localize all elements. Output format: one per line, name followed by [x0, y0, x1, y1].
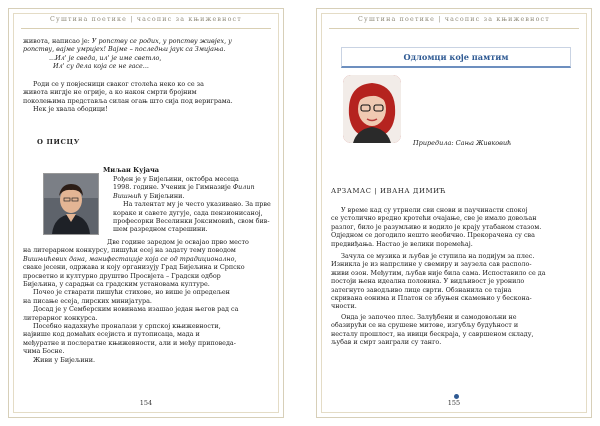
text-line: највише код домаћих есејиста и путописаца, мада и [23, 330, 200, 339]
text-line: просветно и културно друштво Просвјета – Градски одбор [23, 271, 221, 280]
editor-credit: Приредила: Сања Живковић [413, 139, 512, 147]
text-line: литерарног конкурса. [23, 313, 98, 322]
editor-photo [343, 75, 401, 143]
text-line: Живи у Бијељини. [33, 355, 96, 364]
text-line: Рођен је у Бијељини, октобра месеца [113, 175, 239, 183]
text-line: сваке јесени, одржава и коју организују Град Бијељина и Српско [23, 263, 245, 272]
text-line: ропству, вајмe умријех! Вајме – последњи јаук са Змијања. [23, 45, 226, 54]
text-line: кораке и савете дугује, сада пензионисаној, [113, 208, 263, 217]
text-line: Нек је хвала ободици! [33, 105, 108, 114]
paragraph [331, 313, 534, 347]
text-line: се устолично вредно кротећи очајање, све је имало довољан [331, 214, 537, 223]
verse-line: ...Ил' је сведа, ил' је име светло, [49, 53, 162, 62]
text-line: У време кад су утрнели сви снови и паучинасти спокој [341, 206, 528, 214]
text-line: шем разредном старешини. [113, 225, 208, 234]
text-line: Бијељина, у сарадњи са градским установама културе. [23, 280, 210, 289]
text-line: живота нигдје не огрије, а ко након смрти бројним [23, 88, 197, 97]
text-line: чима Босне. [23, 347, 65, 356]
text-line: на писање есеја, лирских минијатура. [23, 296, 152, 305]
page-number: 154 [139, 399, 153, 407]
text-line: скривана еонима и Платон се збуњен скамењио у бесконa- [331, 294, 532, 303]
page-number: 155 [447, 399, 461, 407]
text-line: На талентат му је често указивано. За прве [123, 200, 271, 209]
author-photo [43, 173, 99, 235]
header-rule [21, 28, 271, 29]
text-line: Вишњић у Бијељини. [113, 191, 185, 200]
left-page [8, 8, 284, 418]
text-line: Одједном се догодило нешто необично. Прекорачена су сва [331, 231, 535, 240]
paragraph [331, 206, 541, 248]
text-line: Зачула се музика и љубав је ступила на подијум за плес. [341, 252, 535, 260]
text-line: несталу прошлост, на ивици бескраја, у савршеном складу, [331, 329, 534, 338]
text-line: љубав и смрт заиграли су танго. [331, 338, 442, 347]
text-line: живи озон. Међутим, љубав није била сама. Испоставило се да [331, 268, 546, 277]
text-line: Изникла је из напрслине у свемиру и заузела сав располо- [331, 260, 532, 269]
text-line: предвиђања. Настао је велики поремећај. [331, 239, 473, 248]
author-bio [113, 175, 271, 234]
text-line: Роди се у повјесници сваког столећа неко ко се за [33, 80, 204, 88]
paragraph [331, 252, 546, 311]
text-line: Посебно надахнуће проналази у српској књижевности, [33, 322, 221, 331]
author-name: Миљан Кујача [103, 166, 160, 174]
text-line: разлог, било је разумљиво и водило је крају утабаном стазом. [331, 222, 542, 231]
bio-continued [23, 238, 249, 364]
right-page [316, 8, 592, 418]
running-header: Суштина поетике | часопис за књижевност [50, 16, 242, 23]
section-heading: АРЗАМАС | ИВАНА ДИМИЋ [331, 187, 447, 195]
text-line: међуратне и послератне књижевности, али и међу приповеда- [23, 338, 236, 347]
text-line: живота, написао је: У ропству се родих, у ропству живјех, у [23, 37, 232, 45]
text-line: чности. [331, 302, 357, 311]
section-heading: О ПИСЦУ [37, 138, 80, 146]
text-line: Две године заредом је освајао прво место [107, 238, 249, 246]
text-line: Вишњићевих дана, манифестације која се од традиционално, [23, 254, 237, 263]
text-line: 1998. године. Ученик је Гимназије Филип [113, 183, 255, 192]
text-line: поколењима представља силан огањ што сија под вериграма. [23, 96, 233, 105]
text-line: професорки Веселинки Јоксимовић, свом бив- [113, 217, 270, 226]
text-line: Почео је стварати пишући стихове, но више је опредељен [33, 288, 230, 297]
text-line: Онда је започео плес. Залуђбени и самодовољни не [341, 313, 517, 321]
article-title: Одломци које памтим [341, 47, 571, 68]
intro-text [23, 37, 232, 71]
header-rule [329, 28, 579, 29]
text-line: Досад је у Семберским новинама изашао један његов рад са [33, 305, 239, 314]
paragraph [23, 80, 233, 114]
text-line: на литерарном конкурсу, пишући есеј на задату тему поводом [23, 246, 236, 255]
text-line: затегнуто заводљиво лице сврти. Обзнанила се тајна [331, 285, 512, 294]
running-header: Суштина поетике | часопис за књижевност [358, 16, 550, 23]
text-line: обазирући се на срушене митове, изгубљу будућност и [331, 321, 519, 330]
verse-line: Ил' су дела која се не гасе... [53, 62, 149, 71]
text-line: постоји њена идеална половина. У видљивост је уронило [331, 277, 525, 286]
